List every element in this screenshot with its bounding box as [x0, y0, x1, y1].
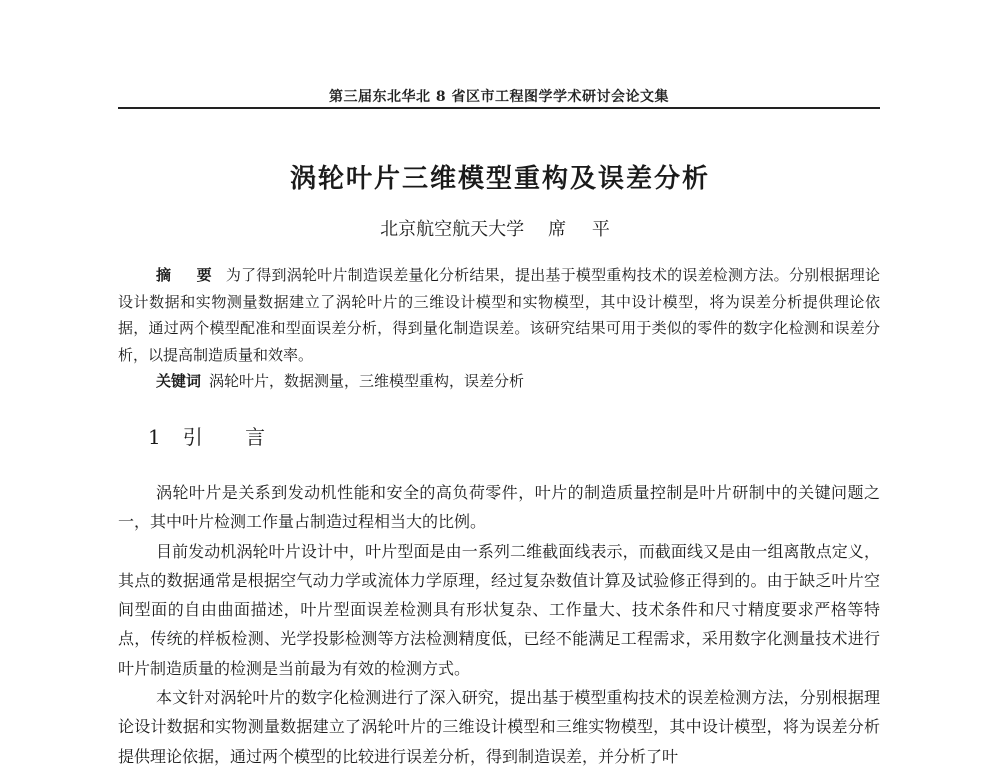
- abstract-text: 为了得到涡轮叶片制造误差量化分析结果，提出基于模型重构技术的误差检测方法。分别根据理论设计数据和实物测量数据建立了涡轮叶片的三维设计模型和实物模型，其中设计模型，将为误差分析提供理论依据，通过两个模型配准和型面误差分析，得到量化制造误差。该研究结果可用于类似的零件的数字化检测和误差分析，以提高制造质量和效率。: [118, 266, 880, 364]
- body-paragraph: 目前发动机涡轮叶片设计中，叶片型面是由一系列二维截面线表示，而截面线又是由一组离散点定义，其点的数据通常是根据空气动力学或流体力学原理，经过复杂数值计算及试验修正得到的。由于缺乏叶片空间型面的自由曲面描述，叶片型面误差检测具有形状复杂、工作量大、技术条件和尺寸精度要求严格等特点，传统的样板检测、光学投影检测等方法检测精度低，已经不能满足工程需求，采用数字化测量技术进行叶片制造质量的检测是当前最为有效的检测方式。: [118, 541, 880, 678]
- author-name: 席 平: [548, 219, 620, 240]
- section-body: [118, 478, 880, 771]
- running-header: 第三届东北华北 8 省区市工程图学学术研讨会论文集: [329, 89, 669, 105]
- body-paragraph: 涡轮叶片是关系到发动机性能和安全的高负荷零件，叶片的制造质量控制是叶片研制中的关键问题之一，其中叶片检测工作量占制造过程相当大的比例。: [118, 483, 880, 532]
- keywords-label: 关键词: [156, 372, 202, 390]
- header-rule: [118, 107, 880, 109]
- section-title: 引 言: [182, 425, 284, 449]
- keywords-text: 涡轮叶片，数据测量，三维模型重构，误差分析: [209, 372, 525, 390]
- abstract-label: 摘 要: [156, 266, 222, 284]
- keywords: [156, 368, 880, 394]
- section-number: 1: [148, 425, 161, 449]
- section-heading: [148, 421, 283, 450]
- author-line: [0, 215, 1000, 241]
- body-paragraph: 本文针对涡轮叶片的数字化检测进行了深入研究，提出基于模型重构技术的误差检测方法，分别根据理论设计数据和实物测量数据建立了涡轮叶片的三维设计模型和三维实物模型，其中设计模型，将为误差分析提供理论依据，通过两个模型的比较进行误差分析，得到制造误差，并分析了叶: [118, 688, 880, 766]
- paper-title: 涡轮叶片三维模型重构及误差分析: [289, 164, 710, 194]
- abstract: [118, 262, 880, 368]
- author-affiliation: 北京航空航天大学: [380, 219, 525, 240]
